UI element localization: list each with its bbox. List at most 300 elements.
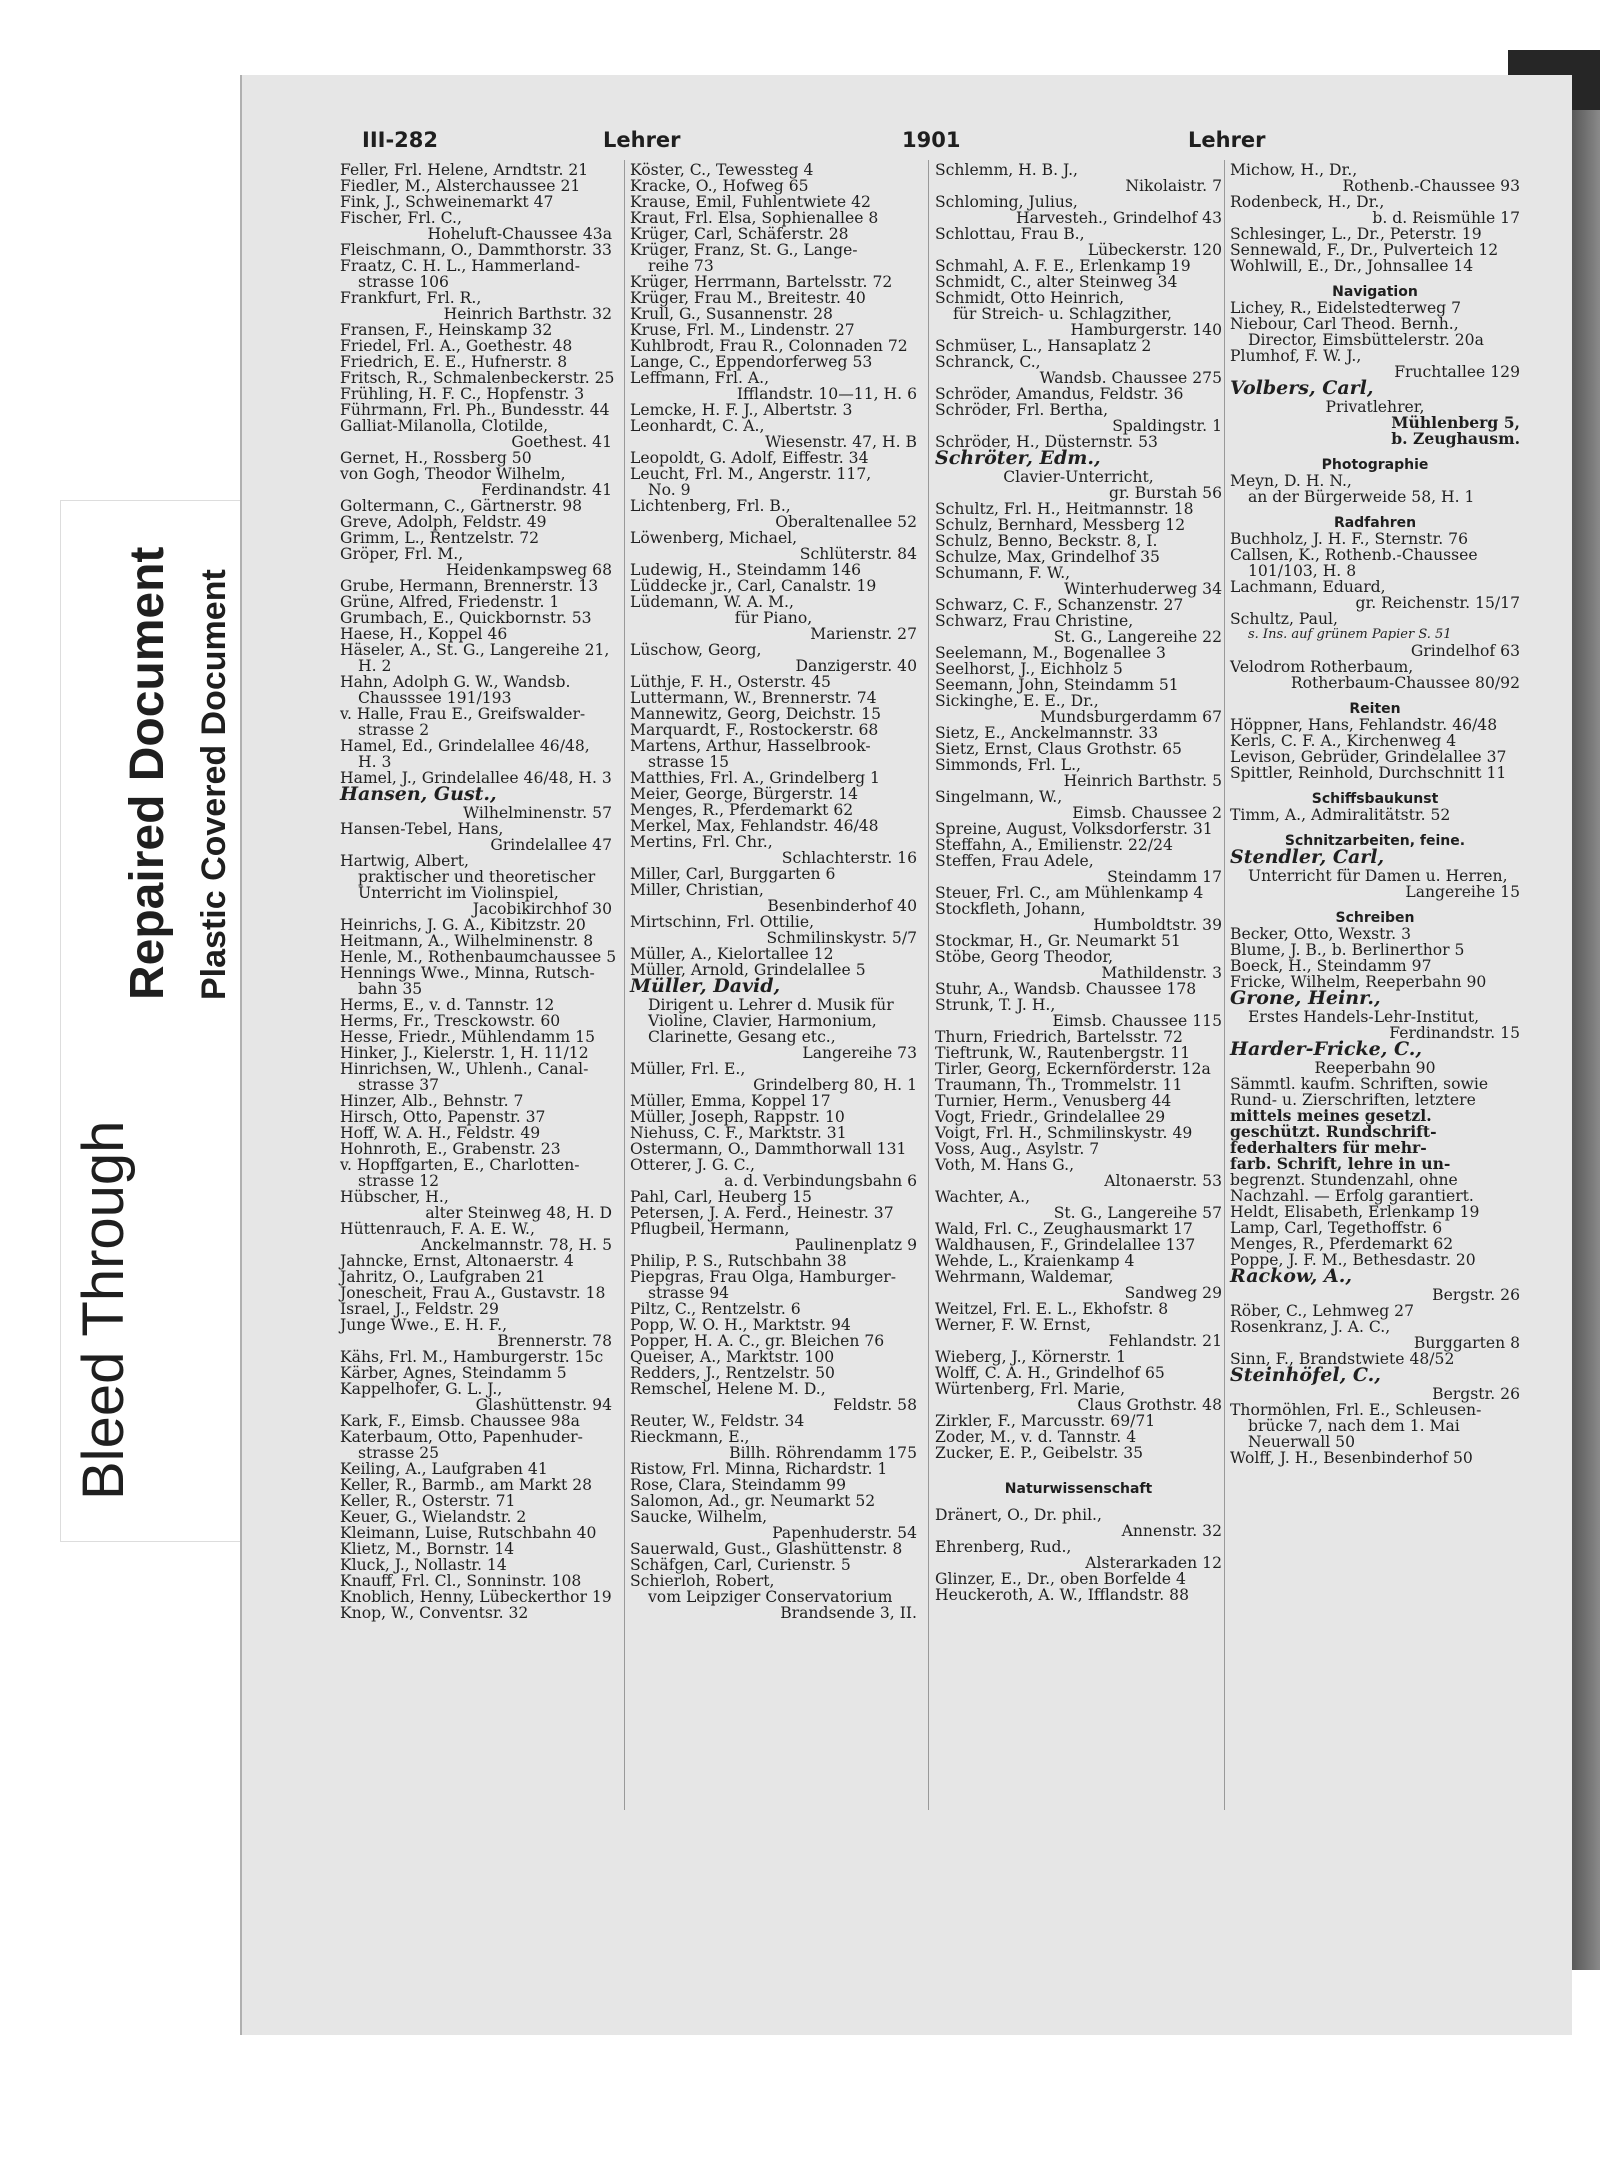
entry-line: Hennings Wwe., Minna, Rutsch- bbox=[340, 964, 595, 982]
entry-line: Alsterarkaden 12 bbox=[1085, 1554, 1222, 1572]
entry-line: Grimm, L., Rentzelstr. 72 bbox=[340, 529, 540, 547]
entry-line: Führmann, Frl. Ph., Bundesstr. 44 bbox=[340, 401, 610, 419]
entry-line: Erstes Handels-Lehr-Institut, bbox=[1248, 1008, 1480, 1026]
entry-line: Danzigerstr. 40 bbox=[795, 657, 917, 675]
entry-line: v. Halle, Frau E., Greifswalder- bbox=[340, 705, 586, 723]
entry-line: Unterricht für Damen u. Herren, bbox=[1248, 867, 1508, 885]
entry-line: Weitzel, Frl. E. L., Ekhofstr. 8 bbox=[935, 1300, 1169, 1318]
entry-line: Singelmann, W., bbox=[935, 788, 1063, 806]
entry-line: Reuter, W., Feldstr. 34 bbox=[630, 1412, 805, 1430]
entry-line: Petersen, J. A. Ferd., Heinestr. 37 bbox=[630, 1204, 894, 1222]
entry-line: Mathildenstr. 3 bbox=[1101, 964, 1222, 982]
entry-line: Schmüser, L., Hansaplatz 2 bbox=[935, 337, 1152, 355]
entry-line: Miller, Carl, Burggarten 6 bbox=[630, 865, 836, 883]
entry-line: Keiling, A., Laufgraben 41 bbox=[340, 1460, 548, 1478]
entry-line: für Piano, bbox=[734, 609, 813, 627]
entry-line: Höppner, Hans, Fehlandstr. 46/48 bbox=[1230, 716, 1498, 734]
entry-line: Schmidt, C., alter Steinweg 34 bbox=[935, 273, 1178, 291]
entry-line: Hüttenrauch, F. A. E. W., bbox=[340, 1220, 535, 1238]
entry-line: Jacobikirchhof 30 bbox=[472, 900, 612, 918]
entry-line: St. G., Langereihe 57 bbox=[1053, 1204, 1222, 1222]
entry-line: Rieckmann, E., bbox=[630, 1428, 750, 1446]
entry-line: Grone, Heinr., bbox=[1230, 987, 1381, 1009]
entry-line: Kärber, Agnes, Steindamm 5 bbox=[340, 1364, 567, 1382]
entry-line: vom Leipziger Conservatorium bbox=[648, 1588, 893, 1606]
entry-line: Sauerwald, Gust., Glashüttenstr. 8 bbox=[630, 1540, 903, 1558]
entry-line: Winterhuderweg 34 bbox=[1064, 580, 1222, 598]
entry-line: Schröder, Frl. Bertha, bbox=[935, 401, 1109, 419]
entry-line: Wehrmann, Waldemar, bbox=[935, 1268, 1114, 1286]
entry-line: Annenstr. 32 bbox=[1121, 1522, 1222, 1540]
entry-line: Waldhausen, F., Grindelallee 137 bbox=[935, 1236, 1196, 1254]
entry-line bbox=[1230, 447, 1520, 457]
entry-line: Voth, M. Hans G., bbox=[935, 1156, 1075, 1174]
entry-line: Hahn, Adolph G. W., Wandsb. bbox=[340, 673, 571, 691]
entry-line: Rose, Clara, Steindamm 99 bbox=[630, 1476, 847, 1494]
entry-line: Schloming, Julius, bbox=[935, 193, 1078, 211]
entry-line: Stuhr, A., Wandsb. Chaussee 178 bbox=[935, 980, 1197, 998]
entry-line: Zoder, M., v. d. Tannstr. 4 bbox=[935, 1428, 1137, 1446]
entry-line: geschützt. Rundschrift- bbox=[1230, 1122, 1437, 1141]
entry-line: Greve, Adolph, Feldstr. 49 bbox=[340, 513, 547, 531]
entry-line: gr. Reichenstr. 15/17 bbox=[1355, 594, 1520, 612]
entry-line: Voss, Aug., Asylstr. 7 bbox=[935, 1140, 1100, 1158]
entry-line: Harder-Fricke, C., bbox=[1230, 1038, 1422, 1060]
entry-line: Lübeckerstr. 120 bbox=[1087, 241, 1222, 259]
entry-line: Wolff, C. A. H., Grindelhof 65 bbox=[935, 1364, 1165, 1382]
entry-line: Heitmann, A., Wilhelminenstr. 8 bbox=[340, 932, 594, 950]
entry-line: Kark, F., Eimsb. Chaussee 98a bbox=[340, 1412, 580, 1430]
entry-line: Mühlenberg 5, bbox=[1391, 413, 1520, 432]
entry-line: Schlüterstr. 84 bbox=[799, 545, 917, 563]
entry-line: Hübscher, H., bbox=[340, 1188, 449, 1206]
label-repaired-document: Repaired Document bbox=[121, 546, 174, 1000]
entry-line: Heinrich Barthstr. 32 bbox=[443, 305, 612, 323]
entry-line: Keller, R., Osterstr. 71 bbox=[340, 1492, 516, 1510]
entry-line bbox=[1230, 900, 1520, 910]
entry-line: Müller, Frl. E., bbox=[630, 1060, 746, 1078]
entry-line: Hamburgerstr. 140 bbox=[1070, 321, 1222, 339]
entry-line: No. 9 bbox=[648, 481, 691, 499]
entry-line: Stöbe, Georg Theodor, bbox=[935, 948, 1114, 966]
entry-line: Glashüttenstr. 94 bbox=[475, 1396, 612, 1414]
entry-line: Nikolaistr. 7 bbox=[1125, 177, 1222, 195]
entry-line: Martens, Arthur, Hasselbrook- bbox=[630, 737, 871, 755]
entry-line: Thurn, Friedrich, Bartelsstr. 72 bbox=[935, 1028, 1183, 1046]
entry-line: Schwarz, Frau Christine, bbox=[935, 612, 1134, 630]
entry-line: Reeperbahn 90 bbox=[1314, 1059, 1436, 1077]
entry-line: Schierloh, Robert, bbox=[630, 1572, 775, 1590]
entry-line: Tieftrunk, W., Rautenbergstr. 11 bbox=[935, 1044, 1191, 1062]
entry-line: Strunk, T. J. H., bbox=[935, 996, 1056, 1014]
entry-line: Kerls, C. F. A., Kirchenweg 4 bbox=[1230, 732, 1457, 750]
entry-line: Lüddecke jr., Carl, Canalstr. 19 bbox=[630, 577, 877, 595]
entry-line: Sandweg 29 bbox=[1124, 1284, 1222, 1302]
entry-line: Ferdinandstr. 41 bbox=[481, 481, 612, 499]
entry-line: Köster, C., Tewessteg 4 bbox=[630, 161, 814, 179]
entry-line: Friedrich, E. E., Hufnerstr. 8 bbox=[340, 353, 568, 371]
entry-line: Miller, Christian, bbox=[630, 881, 764, 899]
entry-line: Redders, J., Rentzelstr. 50 bbox=[630, 1364, 835, 1382]
entry-line: Hoff, W. A. H., Feldstr. 49 bbox=[340, 1124, 541, 1142]
entry-line: Buchholz, J. H. F., Sternstr. 76 bbox=[1230, 530, 1468, 548]
entry-line: Rackow, A., bbox=[1230, 1265, 1352, 1287]
entry-line: Philip, P. S., Rutschbahn 38 bbox=[630, 1252, 847, 1270]
entry-line: Kraut, Frl. Elsa, Sophienallee 8 bbox=[630, 209, 879, 227]
entry-line: Fritsch, R., Schmalenbeckerstr. 25 bbox=[340, 369, 615, 387]
entry-line: Schlemm, H. B. J., bbox=[935, 161, 1079, 179]
entry-line: Becker, Otto, Wexstr. 3 bbox=[1230, 925, 1411, 943]
entry-line: Frühling, H. F. C., Hopfenstr. 3 bbox=[340, 385, 585, 403]
column-rule bbox=[928, 160, 929, 1810]
entry-line: Sämmtl. kaufm. Schriften, sowie bbox=[1230, 1075, 1489, 1093]
entry-line: Junge Wwe., E. H. F., bbox=[340, 1316, 508, 1334]
entry-line: Grumbach, E., Quickbornstr. 53 bbox=[340, 609, 592, 627]
entry-line: für Streich- u. Schlagzither, bbox=[953, 305, 1172, 323]
entry-line: Kuhlbrodt, Frau R., Colonnaden 72 bbox=[630, 337, 908, 355]
entry-line: Mertins, Frl. Chr., bbox=[630, 833, 773, 851]
entry-line: Sinn, F., Brandstwiete 48/52 bbox=[1230, 1350, 1455, 1368]
column-1 bbox=[340, 161, 617, 1622]
entry-line: Knoblich, Henny, Lübeckerthor 19 bbox=[340, 1588, 612, 1606]
entry-line: begrenzt. Stundenzahl, ohne bbox=[1230, 1171, 1458, 1189]
entry-line: Friedel, Frl. A., Goethestr. 48 bbox=[340, 337, 573, 355]
entry-line: Poppe, J. F. M., Bethesdastr. 20 bbox=[1230, 1251, 1476, 1269]
entry-line: Grüne, Alfred, Friedenstr. 1 bbox=[340, 593, 560, 611]
entry-line: Brandsende 3, II. bbox=[780, 1604, 917, 1622]
column-rule bbox=[1224, 160, 1225, 1810]
entry-line: Keller, R., Barmb., am Markt 28 bbox=[340, 1476, 593, 1494]
entry-line: Müller, A., Kielortallee 12 bbox=[630, 945, 834, 963]
entry-line: Häseler, A., St. G., Langereihe 21, bbox=[340, 641, 610, 659]
entry-line: Ristow, Frl. Minna, Richardstr. 1 bbox=[630, 1460, 888, 1478]
entry-line: Nachzahl. — Erfolg garantiert. bbox=[1230, 1187, 1474, 1205]
entry-line: Feldstr. 58 bbox=[833, 1396, 917, 1414]
entry-line: Schröter, Edm., bbox=[935, 447, 1101, 469]
entry-line: Meyn, D. H. N., bbox=[1230, 472, 1352, 490]
entry-line: Hamel, Ed., Grindelallee 46/48, bbox=[340, 737, 590, 755]
entry-line: 101/103, H. 8 bbox=[1248, 562, 1357, 580]
column-3 bbox=[935, 162, 1222, 1603]
entry-line: Pahl, Carl, Heuberg 15 bbox=[630, 1188, 812, 1206]
entry-line: Wilhelminenstr. 57 bbox=[463, 804, 612, 822]
entry-line: strasse 25 bbox=[358, 1444, 440, 1462]
entry-line: Saucke, Wilhelm, bbox=[630, 1508, 768, 1526]
entry-line: Vogt, Friedr., Grindelallee 29 bbox=[935, 1108, 1166, 1126]
entry-line: Rund- u. Zierschriften, letztere bbox=[1230, 1091, 1476, 1109]
entry-line: Sennewald, F., Dr., Pulverteich 12 bbox=[1230, 241, 1499, 259]
entry-line: Wieberg, J., Körnerstr. 1 bbox=[935, 1348, 1127, 1366]
entry-line: Director, Eimsbüttelerstr. 20a bbox=[1248, 331, 1484, 349]
entry-line: Schäfgen, Carl, Curienstr. 5 bbox=[630, 1556, 851, 1574]
entry-line: Dränert, O., Dr. phil., bbox=[935, 1506, 1102, 1524]
section-heading: Photographie bbox=[1321, 457, 1429, 473]
entry-line: Rotherbaum-Chaussee 80/92 bbox=[1290, 674, 1520, 692]
entry-line: Violine, Clavier, Harmonium, bbox=[648, 1012, 877, 1030]
entry-line: Seemann, John, Steindamm 51 bbox=[935, 676, 1179, 694]
entry-line bbox=[935, 1471, 1222, 1481]
entry-line: Fraatz, C. H. L., Hammerland- bbox=[340, 257, 581, 275]
entry-line: Fransen, F., Heinskamp 32 bbox=[340, 321, 553, 339]
entry-line: Clarinette, Gesang etc., bbox=[648, 1028, 836, 1046]
entry-line: Wohlwill, E., Dr., Johnsallee 14 bbox=[1230, 257, 1474, 275]
entry-line: Piepgras, Frau Olga, Hamburger- bbox=[630, 1268, 896, 1286]
entry-line: Knauff, Frl. Cl., Sonninstr. 108 bbox=[340, 1572, 582, 1590]
entry-line: Menges, R., Pferdemarkt 62 bbox=[1230, 1235, 1454, 1253]
entry-line: Brennerstr. 78 bbox=[497, 1332, 612, 1350]
entry-line: Wachter, A., bbox=[935, 1188, 1031, 1206]
entry-line: Altonaerstr. 53 bbox=[1104, 1172, 1222, 1190]
entry-line: Schumann, F. W., bbox=[935, 564, 1071, 582]
entry-line: strasse 15 bbox=[648, 753, 730, 771]
entry-line: Wiesenstr. 47, H. B bbox=[765, 433, 917, 451]
entry-line: Anckelmannstr. 78, H. 5 bbox=[421, 1236, 612, 1254]
entry-line: Zirkler, F., Marcusstr. 69/71 bbox=[935, 1412, 1156, 1430]
entry-line: Lange, C., Eppendorferweg 53 bbox=[630, 353, 873, 371]
entry-line: Knop, W., Conventsr. 32 bbox=[340, 1604, 529, 1622]
entry-line: Tirler, Georg, Eckernförderstr. 12a bbox=[935, 1060, 1211, 1078]
entry-line: Michow, H., Dr., bbox=[1230, 161, 1358, 179]
entry-line: Chausssee 191/193 bbox=[358, 689, 512, 707]
column-4 bbox=[1230, 162, 1520, 1466]
entry-line: Schulze, Max, Grindelhof 35 bbox=[935, 548, 1160, 566]
entry-line: Katerbaum, Otto, Papenhuder- bbox=[340, 1428, 583, 1446]
entry-line: Blume, J. B., b. Berlinerthor 5 bbox=[1230, 941, 1465, 959]
entry-line: Burggarten 8 bbox=[1413, 1334, 1520, 1352]
entry-line: Fiedler, M., Alsterchaussee 21 bbox=[340, 177, 581, 195]
entry-line: Schultz, Frl. H., Heitmannstr. 18 bbox=[935, 500, 1194, 518]
entry-line: Müller, Emma, Koppel 17 bbox=[630, 1092, 831, 1110]
entry-line: Krüger, Herrmann, Bartelsstr. 72 bbox=[630, 273, 893, 291]
entry-line: Ostermann, O., Dammthorwall 131 bbox=[630, 1140, 907, 1158]
entry-line: Rodenbeck, H., Dr., bbox=[1230, 193, 1385, 211]
entry-line: Lemcke, H. F. J., Albertstr. 3 bbox=[630, 401, 853, 419]
entry-line: Heinrichs, J. G. A., Kibitzstr. 20 bbox=[340, 916, 586, 934]
entry-line: Kähs, Frl. M., Hamburgerstr. 15c bbox=[340, 1348, 604, 1366]
entry-line: von Gogh, Theodor Wilhelm, bbox=[340, 465, 566, 483]
entry-line: Spreine, August, Volksdorferstr. 31 bbox=[935, 820, 1213, 838]
section-heading: Naturwissenschaft bbox=[1004, 1481, 1153, 1497]
entry-line: Frankfurt, Frl. R., bbox=[340, 289, 482, 307]
entry-line: Röber, C., Lehmweg 27 bbox=[1230, 1302, 1415, 1320]
entry-line: Galliat-Milanolla, Clotilde, bbox=[340, 417, 549, 435]
entry-line: brücke 7, nach dem 1. Mai bbox=[1248, 1417, 1460, 1435]
entry-line: mittels meines gesetzl. bbox=[1230, 1106, 1432, 1125]
entry-line bbox=[1230, 505, 1520, 515]
entry-line: Schultz, Paul, bbox=[1230, 610, 1338, 628]
entry-line: Klietz, M., Bornstr. 14 bbox=[340, 1540, 515, 1558]
entry-line: Matthies, Frl. A., Grindelberg 1 bbox=[630, 769, 880, 787]
entry-line: Wandsb. Chaussee 275 bbox=[1039, 369, 1222, 387]
entry-line: Eimsb. Chaussee 2 bbox=[1072, 804, 1222, 822]
entry-line: Voigt, Frl. H., Schmilinskystr. 49 bbox=[935, 1124, 1193, 1142]
entry-line: Leopoldt, G. Adolf, Eiffestr. 34 bbox=[630, 449, 869, 467]
entry-line: Privatlehrer, bbox=[1325, 398, 1425, 416]
entry-line: strasse 94 bbox=[648, 1284, 730, 1302]
entry-line: Oberaltenallee 52 bbox=[775, 513, 917, 531]
entry-line: Hesse, Friedr., Mühlendamm 15 bbox=[340, 1028, 596, 1046]
entry-line: Eimsb. Chaussee 115 bbox=[1052, 1012, 1222, 1030]
entry-line: Hansen-Tebel, Hans, bbox=[340, 820, 504, 838]
entry-line: Unterricht im Violinspiel, bbox=[358, 884, 559, 902]
entry-line: Goethest. 41 bbox=[511, 433, 612, 451]
entry-line: Wald, Frl. C., Zeughausmarkt 17 bbox=[935, 1220, 1193, 1238]
entry-line: Velodrom Rotherbaum, bbox=[1230, 658, 1414, 676]
entry-line: Sietz, Ernst, Claus Grothstr. 65 bbox=[935, 740, 1182, 758]
entry-line: Billh. Röhrendamm 175 bbox=[729, 1444, 917, 1462]
entry-line: Stockfleth, Johann, bbox=[935, 900, 1086, 918]
entry-line: Otterer, J. G. C., bbox=[630, 1156, 755, 1174]
entry-line: Fricke, Wilhelm, Reeperbahn 90 bbox=[1230, 973, 1487, 991]
entry-line: Seelhorst, J., Eichholz 5 bbox=[935, 660, 1123, 678]
entry-line bbox=[1230, 781, 1520, 791]
entry-line: Jahncke, Ernst, Altonaerstr. 4 bbox=[340, 1252, 574, 1270]
entry-line: Dirigent u. Lehrer d. Musik für bbox=[648, 996, 894, 1014]
entry-line: Spittler, Reinhold, Durchschnitt 11 bbox=[1230, 764, 1507, 782]
entry-line: Grube, Hermann, Brennerstr. 13 bbox=[340, 577, 599, 595]
entry-line: an der Bürgerweide 58, H. 1 bbox=[1248, 488, 1475, 506]
entry-line: Heinrich Barthstr. 5 bbox=[1063, 772, 1222, 790]
entry-line: Piltz, C., Rentzelstr. 6 bbox=[630, 1300, 801, 1318]
entry-line: Grindelhof 63 bbox=[1410, 642, 1520, 660]
entry-line: Lüdemann, W. A. M., bbox=[630, 593, 794, 611]
entry-line: Schmidt, Otto Heinrich, bbox=[935, 289, 1125, 307]
entry-line: s. Ins. auf grünem Papier S. 51 bbox=[1248, 627, 1452, 642]
entry-line: Schmahl, A. F. E., Erlenkamp 19 bbox=[935, 257, 1191, 275]
entry-line: Clavier-Unterricht, bbox=[1003, 468, 1154, 486]
entry-line: Plumhof, F. W. J., bbox=[1230, 347, 1362, 365]
entry-line: Hartwig, Albert, bbox=[340, 852, 469, 870]
entry-line: Levison, Gebrüder, Grindelallee 37 bbox=[1230, 748, 1507, 766]
entry-line: Grindelberg 80, H. 1 bbox=[753, 1076, 917, 1094]
entry-line: Papenhuderstr. 54 bbox=[772, 1524, 917, 1542]
entry-line: Traumann, Th., Trommelstr. 11 bbox=[935, 1076, 1183, 1094]
entry-line bbox=[935, 1461, 1222, 1471]
entry-line: Stendler, Carl, bbox=[1230, 846, 1385, 868]
entry-line: Leonhardt, C. A., bbox=[630, 417, 765, 435]
entry-line: Jonescheit, Frau A., Gustavstr. 18 bbox=[340, 1284, 606, 1302]
entry-line: Krüger, Carl, Schäferstr. 28 bbox=[630, 225, 849, 243]
entry-line: Lüthje, F. H., Osterstr. 45 bbox=[630, 673, 831, 691]
entry-line: Steinhöfel, C., bbox=[1230, 1364, 1381, 1386]
entry-line: Lachmann, Eduard, bbox=[1230, 578, 1386, 596]
label-bleed-through: Bleed Through bbox=[71, 1120, 136, 1500]
entry-line: Müller, Arnold, Grindelallee 5 bbox=[630, 961, 866, 979]
section-heading: Schreiben bbox=[1335, 910, 1415, 926]
entry-line: Callsen, K., Rothenb.-Chaussee bbox=[1230, 546, 1478, 564]
entry-line: Hinzer, Alb., Behnstr. 7 bbox=[340, 1092, 524, 1110]
entry-line: Fleischmann, O., Dammthorstr. 33 bbox=[340, 241, 612, 259]
entry-line: Steindamm 17 bbox=[1107, 868, 1222, 886]
entry-line: Luttermann, W., Brennerstr. 74 bbox=[630, 689, 877, 707]
entry-line: Humboldtstr. 39 bbox=[1093, 916, 1222, 934]
entry-line: Popper, H. A. C., gr. Bleichen 76 bbox=[630, 1332, 885, 1350]
entry-line: Langereihe 73 bbox=[802, 1044, 917, 1062]
entry-line: Harvesteh., Grindelhof 43 bbox=[1016, 209, 1222, 227]
entry-line: Meier, George, Bürgerstr. 14 bbox=[630, 785, 859, 803]
entry-line: strasse 2 bbox=[358, 721, 430, 739]
entry-line: Fink, J., Schweinemarkt 47 bbox=[340, 193, 554, 211]
entry-line: Schulz, Benno, Beckstr. 8, I. bbox=[935, 532, 1158, 550]
entry-line: Hinker, J., Kielerstr. 1, H. 11/12 bbox=[340, 1044, 589, 1062]
entry-line: Niehuss, C. F., Marktstr. 31 bbox=[630, 1124, 847, 1142]
entry-line: Werner, F. W. Ernst, bbox=[935, 1316, 1091, 1334]
entry-line: Heuckeroth, A. W., Ifflandstr. 88 bbox=[935, 1586, 1190, 1604]
entry-line: Salomon, Ad., gr. Neumarkt 52 bbox=[630, 1492, 876, 1510]
entry-line: Steffen, Frau Adele, bbox=[935, 852, 1094, 870]
entry-line: Ferdinandstr. 15 bbox=[1389, 1024, 1520, 1042]
entry-line: Haese, H., Koppel 46 bbox=[340, 625, 508, 643]
entry-line: Ehrenberg, Rud., bbox=[935, 1538, 1072, 1556]
year: 1901 bbox=[902, 128, 961, 152]
entry-line: Löwenberg, Michael, bbox=[630, 529, 798, 547]
entry-line: Fehlandstr. 21 bbox=[1108, 1332, 1222, 1350]
entry-line: Würtenberg, Frl. Marie, bbox=[935, 1380, 1126, 1398]
entry-line: Feller, Frl. Helene, Arndtstr. 21 bbox=[340, 161, 589, 179]
entry-line: Schwarz, C. F., Schanzenstr. 27 bbox=[935, 596, 1184, 614]
entry-line: Schulz, Bernhard, Messberg 12 bbox=[935, 516, 1186, 534]
entry-line: Merkel, Max, Fehlandstr. 46/48 bbox=[630, 817, 879, 835]
entry-line: b. d. Reismühle 17 bbox=[1372, 209, 1520, 227]
entry-line: Keuer, G., Wielandstr. 2 bbox=[340, 1508, 527, 1526]
entry-line: Bergstr. 26 bbox=[1432, 1286, 1520, 1304]
entry-line: Gernet, H., Rossberg 50 bbox=[340, 449, 532, 467]
entry-line: Krüger, Franz, St. G., Lange- bbox=[630, 241, 858, 259]
entry-line: Steffahn, A., Emilienstr. 22/24 bbox=[935, 836, 1173, 854]
entry-line: Jahritz, O., Laufgraben 21 bbox=[340, 1268, 546, 1286]
entry-line: Krull, G., Susannenstr. 28 bbox=[630, 305, 833, 323]
entry-line: strasse 106 bbox=[358, 273, 449, 291]
entry-line: b. Zeughausm. bbox=[1391, 429, 1520, 448]
entry-line: Hansen, Gust., bbox=[340, 783, 497, 805]
entry-line: Paulinenplatz 9 bbox=[794, 1236, 917, 1254]
right-running-title: Lehrer bbox=[1188, 128, 1266, 152]
entry-line: Heldt, Elisabeth, Erlenkamp 19 bbox=[1230, 1203, 1480, 1221]
entry-line: bahn 35 bbox=[358, 980, 423, 998]
entry-line: Krause, Emil, Fuhlentwiete 42 bbox=[630, 193, 871, 211]
entry-line: H. 2 bbox=[358, 657, 392, 675]
page-number: III-282 bbox=[362, 128, 438, 152]
entry-line: Schranck, C., bbox=[935, 353, 1041, 371]
entry-line: Glinzer, E., Dr., oben Borfelde 4 bbox=[935, 1570, 1186, 1588]
entry-line: Bergstr. 26 bbox=[1432, 1385, 1520, 1403]
section-heading: Navigation bbox=[1332, 284, 1418, 300]
entry-line bbox=[1230, 274, 1520, 284]
entry-line: Kruse, Frl. M., Lindenstr. 27 bbox=[630, 321, 855, 339]
entry-line: Schröder, Amandus, Feldstr. 36 bbox=[935, 385, 1184, 403]
left-running-title: Lehrer bbox=[603, 128, 681, 152]
entry-line: Gröper, Frl. M., bbox=[340, 545, 464, 563]
entry-line: H. 3 bbox=[358, 753, 392, 771]
entry-line: praktischer und theoretischer bbox=[358, 868, 596, 886]
entry-line: Kleimann, Luise, Rutschbahn 40 bbox=[340, 1524, 597, 1542]
entry-line: Queiser, A., Marktstr. 100 bbox=[630, 1348, 835, 1366]
entry-line: Kracke, O., Hofweg 65 bbox=[630, 177, 809, 195]
entry-line: St. G., Langereihe 22 bbox=[1053, 628, 1222, 646]
entry-line: Besenbinderhof 40 bbox=[767, 897, 917, 915]
entry-line: Krüger, Frau M., Breitestr. 40 bbox=[630, 289, 866, 307]
entry-line: federhalters für mehr- bbox=[1230, 1138, 1427, 1157]
entry-line: Grindelallee 47 bbox=[490, 836, 612, 854]
column-rule bbox=[624, 160, 625, 1810]
entry-line: Müller, Joseph, Rappstr. 10 bbox=[630, 1108, 845, 1126]
entry-line: Wehde, L., Kraienkamp 4 bbox=[935, 1252, 1135, 1270]
entry-line: Spaldingstr. 1 bbox=[1112, 417, 1222, 435]
entry-line: Mannewitz, Georg, Deichstr. 15 bbox=[630, 705, 881, 723]
entry-line: Turnier, Herm., Venusberg 44 bbox=[935, 1092, 1172, 1110]
entry-line: Kappelhofer, G. L. J., bbox=[340, 1380, 503, 1398]
label-plastic-covered: Plastic Covered Document bbox=[195, 569, 233, 1000]
